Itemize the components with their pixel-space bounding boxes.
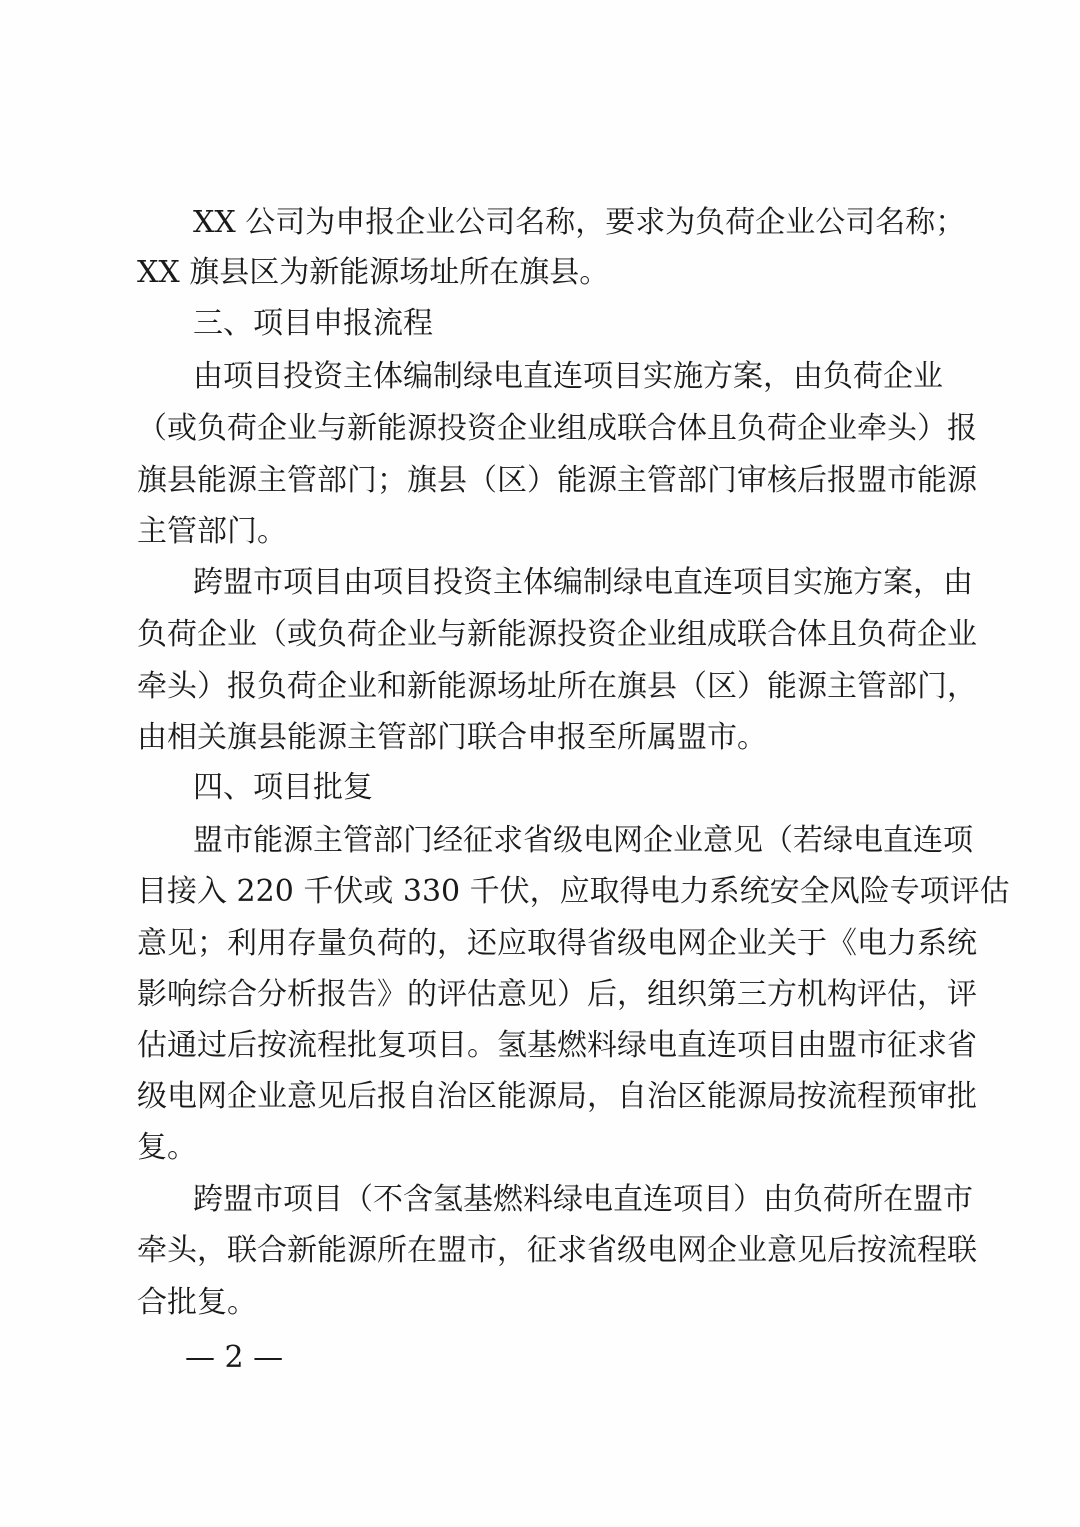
- paragraph-line: 级电网企业意见后报自治区能源局，自治区能源局按流程预审批: [137, 1079, 977, 1114]
- paragraph-line: 旗县能源主管部门；旗县（区）能源主管部门审核后报盟市能源: [137, 463, 977, 498]
- paragraph-line: 意见；利用存量负荷的，还应取得省级电网企业关于《电力系统: [137, 926, 977, 961]
- paragraph-line: 合批复。: [137, 1285, 257, 1320]
- paragraph-line: 由相关旗县能源主管部门联合申报至所属盟市。: [137, 720, 767, 755]
- paragraph-line: XX 旗县区为新能源场址所在旗县。: [137, 255, 610, 290]
- paragraph-line: 复。: [137, 1130, 197, 1165]
- paragraph-line: （或负荷企业与新能源投资企业组成联合体且负荷企业牵头）报: [137, 411, 977, 446]
- section-heading-3: 三、项目申报流程: [193, 306, 433, 341]
- paragraph-line: 盟市能源主管部门经征求省级电网企业意见（若绿电直连项: [193, 823, 973, 858]
- paragraph-line: XX 公司为申报企业公司名称，要求为负荷企业公司名称；: [193, 205, 966, 240]
- paragraph-line: 主管部门。: [137, 514, 287, 549]
- paragraph-line: 跨盟市项目由项目投资主体编制绿电直连项目实施方案，由: [193, 565, 973, 600]
- paragraph-line: 影响综合分析报告》的评估意见）后，组织第三方机构评估，评: [137, 977, 977, 1012]
- page-number: — 2 —: [185, 1340, 284, 1375]
- paragraph-line: 由项目投资主体编制绿电直连项目实施方案，由负荷企业: [193, 359, 943, 394]
- paragraph-line: 跨盟市项目（不含氢基燃料绿电直连项目）由负荷所在盟市: [193, 1182, 973, 1217]
- paragraph-line: 牵头，联合新能源所在盟市，征求省级电网企业意见后按流程联: [137, 1233, 977, 1268]
- paragraph-line: 负荷企业（或负荷企业与新能源投资企业组成联合体且负荷企业: [137, 617, 977, 652]
- paragraph-line: 目接入 220 千伏或 330 千伏，应取得电力系统安全风险专项评估: [137, 874, 1010, 909]
- section-heading-4: 四、项目批复: [193, 770, 373, 805]
- paragraph-line: 牵头）报负荷企业和新能源场址所在旗县（区）能源主管部门，: [137, 669, 977, 704]
- paragraph-line: 估通过后按流程批复项目。氢基燃料绿电直连项目由盟市征求省: [137, 1028, 977, 1063]
